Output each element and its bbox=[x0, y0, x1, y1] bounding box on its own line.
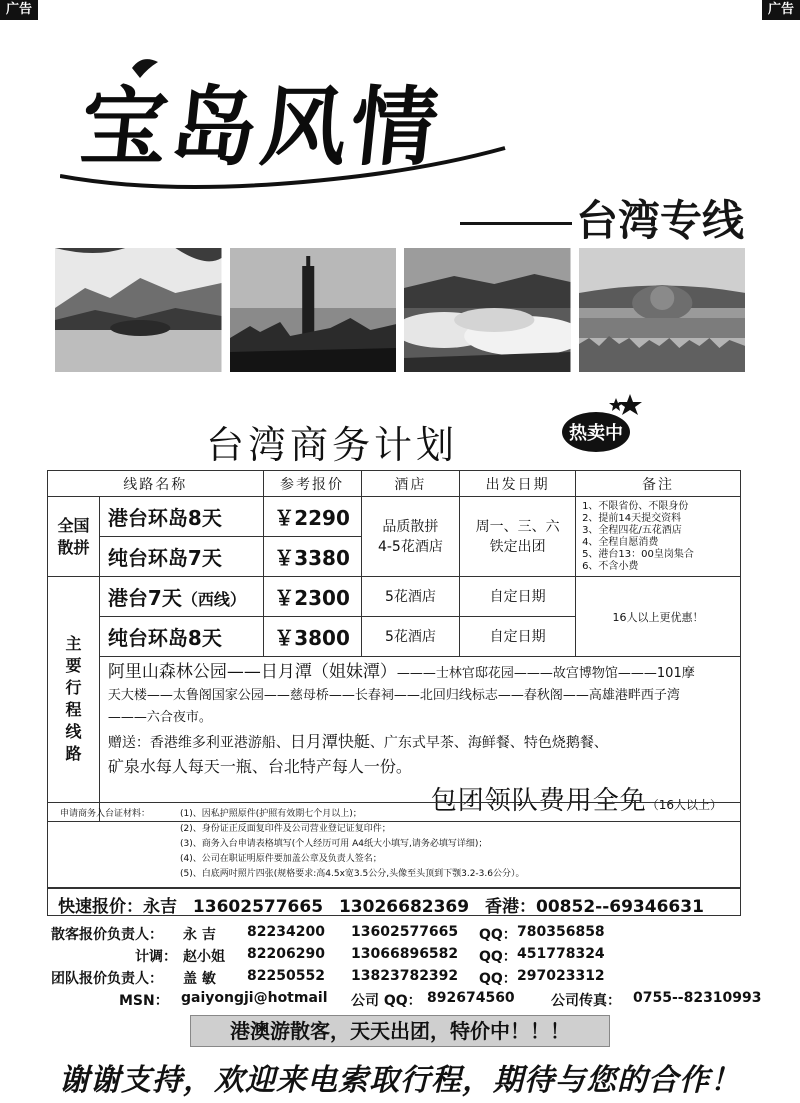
photo-lake-mountains bbox=[55, 248, 222, 372]
route-price: ￥3800 bbox=[263, 617, 361, 657]
header-hotel: 酒店 bbox=[361, 471, 460, 497]
itinerary-cell: 阿里山森林公园——日月潭（姐妹潭）———士林官邸花园———故宫博物馆———101摩 天大楼——太鲁阁国家公园——慈母桥——长春祠——北回归线标志——春秋阁——高雄港畔西子湾 ———六合夜市。 赠送：香港维多利亚港游船、日月潭快艇、广东式早茶、海鲜餐、特色烧鹅餐、 矿泉水每人每天一瓶、台北特产每人一份。 包团领队费用全免（16人以上） bbox=[99, 657, 740, 822]
photo-sea-of-clouds bbox=[404, 248, 571, 372]
header-price: 参考报价 bbox=[263, 471, 361, 497]
documents-section bbox=[47, 802, 741, 888]
subtitle-text: 台湾专线 bbox=[576, 196, 745, 245]
promo-banner: 港澳游散客，天天出团，特价中！！！ bbox=[190, 1015, 610, 1047]
brand-title: 宝岛风情 bbox=[75, 77, 447, 178]
routes-table bbox=[47, 470, 741, 822]
documents-list bbox=[180, 807, 524, 882]
list-item: (5)、白底两吋照片四张(规格要求:高4.5x宽3.5公分,头像至头顶到下颚3.2-3.6公分）。 bbox=[180, 869, 525, 879]
route-price: ￥2290 bbox=[263, 497, 361, 537]
contacts-section bbox=[47, 922, 762, 1010]
discount-note: 16人以上更优惠！ bbox=[576, 577, 741, 657]
list-item: (3)、商务入台申请表格填写(个人经历可用 A4纸大小填写,请务必填写详细)； bbox=[180, 839, 488, 849]
hot-sale-badge bbox=[556, 392, 644, 456]
itinerary-row bbox=[48, 657, 741, 822]
brand-subtitle bbox=[460, 188, 744, 248]
msn-row: MSN： gaiyongji@hotmail 公司 QQ： 892674560 公司传真： 0755--82310993 bbox=[119, 990, 762, 1009]
brand-logo bbox=[60, 48, 520, 198]
list-item: (1)、因私护照原件(护照有效期七个月以上)； bbox=[180, 809, 362, 819]
hotel-cell: 5花酒店 bbox=[361, 617, 460, 657]
header-route: 线路名称 bbox=[48, 471, 264, 497]
route-name: 纯台环岛8天 bbox=[99, 617, 263, 657]
contact-row: 计调： 赵小姐 82206290 13066896582 QQ： 451778324 bbox=[135, 946, 605, 965]
photo-taipei-101 bbox=[230, 248, 397, 372]
route-name: 纯台环岛7天 bbox=[99, 537, 263, 577]
quick-quote-bar bbox=[47, 888, 741, 916]
hotel-cell: 5花酒店 bbox=[361, 577, 460, 617]
notes-list: 1、不限省份、不限身份 2、提前14天提交资料 3、全程四花/五花酒店 4、全程自愿消费 5、港台13：00皇岗集合 6、不含小费 bbox=[576, 497, 741, 577]
plan-title: 台湾商务计划 bbox=[206, 423, 459, 467]
quick-phone-2: 13026682369 bbox=[338, 897, 470, 917]
dates-cell: 自定日期 bbox=[460, 577, 576, 617]
route-name: 港台环岛8天 bbox=[99, 497, 263, 537]
hk-phone: 00852--69346631 bbox=[536, 897, 704, 917]
free-fee-note: 包团领队费用全免（16人以上） bbox=[430, 786, 722, 816]
category-main-routes: 主 要 行 程 线 路 bbox=[48, 577, 100, 822]
documents-label: 申请商务入台证材料： bbox=[60, 809, 151, 819]
route-price: ￥2300 bbox=[263, 577, 361, 617]
table-row bbox=[48, 577, 741, 617]
hot-badge-text: 热卖中 bbox=[569, 423, 623, 444]
contact-row: 团队报价负责人： 盖 敏 82250552 13823782392 QQ： 297023312 bbox=[51, 968, 605, 987]
category-national: 全国 散拼 bbox=[48, 497, 100, 577]
quick-quote-label: 快速报价：永吉 bbox=[58, 897, 177, 917]
dates-cell: 周一、三、六 铁定出团 bbox=[460, 497, 576, 577]
thanks-message: 谢谢支持，欢迎来电索取行程，期待与您的合作！ bbox=[59, 1063, 741, 1098]
contact-row: 散客报价负责人： 永 吉 82234200 13602577665 QQ： 780356858 bbox=[51, 924, 605, 943]
dates-cell: 自定日期 bbox=[460, 617, 576, 657]
ad-tag-right: 广告 bbox=[762, 0, 800, 20]
hotel-cell: 品质散拼 4-5花酒店 bbox=[361, 497, 460, 577]
list-item: (2)、身份证正反面复印件及公司营业登记证复印件； bbox=[180, 824, 391, 834]
header-notes: 备注 bbox=[576, 471, 741, 497]
header-dates: 出发日期 bbox=[460, 471, 576, 497]
table-header-row bbox=[48, 471, 741, 497]
photo-garden-sculpture bbox=[579, 248, 746, 372]
photo-strip bbox=[55, 248, 745, 372]
ad-tag-left: 广告 bbox=[0, 0, 38, 20]
list-item: (4)、公司在职证明原件要加盖公章及负责人签名； bbox=[180, 854, 382, 864]
table-row bbox=[48, 497, 741, 537]
route-name: 港台7天（西线） bbox=[99, 577, 263, 617]
route-price: ￥3380 bbox=[263, 537, 361, 577]
hk-label: 香港： bbox=[485, 897, 537, 917]
quick-phone-1: 13602577665 bbox=[192, 897, 324, 917]
